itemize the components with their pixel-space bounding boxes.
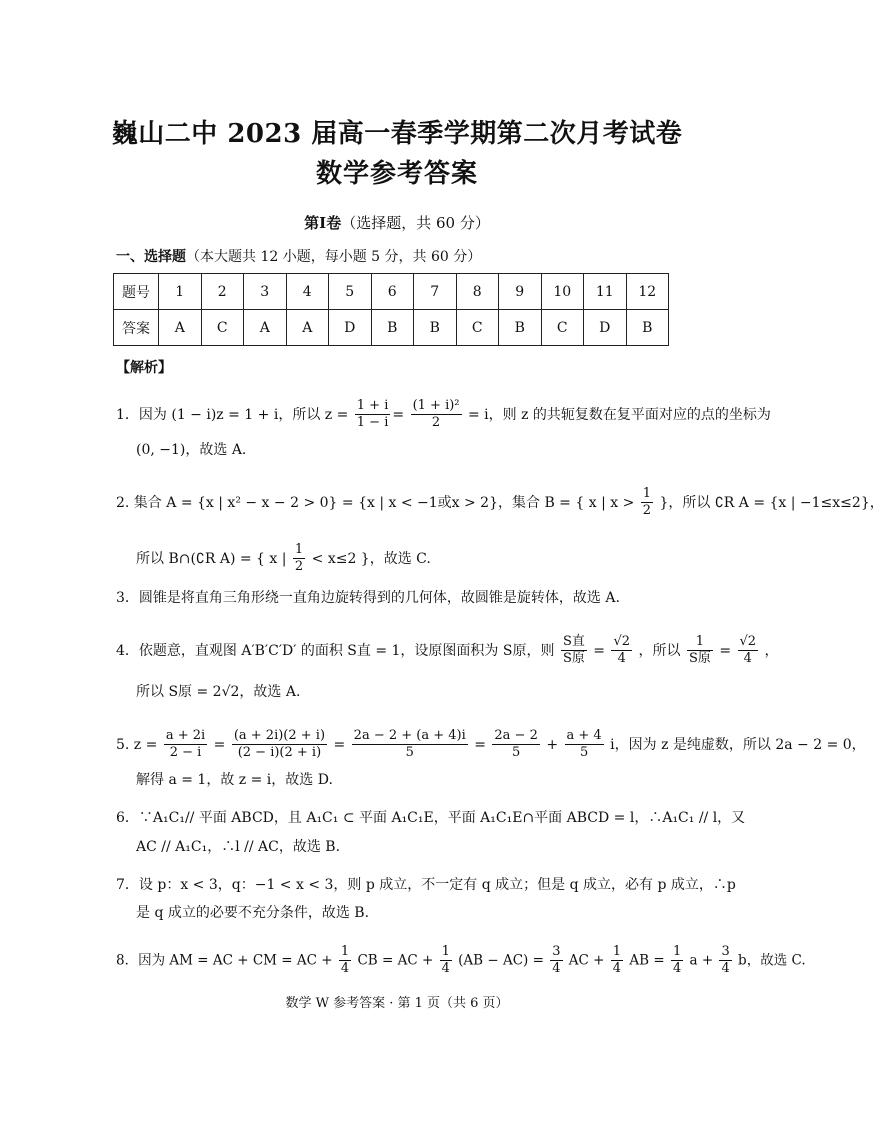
question-number-cell: 9 <box>499 274 542 310</box>
solution-1-line-2: (0, −1)，故选 A. <box>136 442 247 458</box>
fraction: $\frac{1}{4}$ <box>672 944 682 977</box>
solution-2-line-1 <box>116 486 884 520</box>
fraction: $\frac{a + 4}{5}$ <box>566 728 602 761</box>
solution-text: 2. 集合 A = {x | x² − x − 2 > 0} = {x | x < −1或x > 2}，集合 B = { x | x > <box>116 494 635 511</box>
question-number-cell: 3 <box>244 274 287 310</box>
solution-3: 3．圆锥是将直角三角形绕一直角边旋转得到的几何体，故圆锥是旋转体，故选 A. <box>116 590 620 606</box>
fraction: $\frac{√2}{4}$ <box>613 634 631 667</box>
row-header-number: 题号 <box>114 274 159 310</box>
section-heading <box>0 212 794 233</box>
fraction: $\frac{\text{(1 + i)²}}{2}$ <box>412 398 460 431</box>
solution-text: ，所以 <box>638 642 681 659</box>
question-number-cell: 1 <box>159 274 202 310</box>
question-group-label: 一、选择题 <box>116 249 186 265</box>
answer-cell: C <box>201 310 244 346</box>
fraction: $\frac{√2}{4}$ <box>739 634 757 667</box>
fraction: $\frac{(a + 2i)(2 + i)}{(2 - i)(2 + i)}$ <box>233 728 326 761</box>
solution-text: 5. z = <box>116 736 158 753</box>
solution-6-line-2: AC // A₁C₁，∴l // AC，故选 B. <box>136 839 341 855</box>
answer-cell: D <box>584 310 627 346</box>
fraction: $\frac{1}{2}$ <box>642 486 652 519</box>
answer-cell: A <box>159 310 202 346</box>
solution-1-line-1: 1．因为 (1 − i)z = 1 + i，所以 z = $\frac{1 + i}{1 - i}$ = $\frac{\text{(1 + i)²}}{2}$ = i，则 z 的共轭复数在复平面对应的点的坐标为 <box>116 398 771 431</box>
solution-5-line-1: 5. z = $\frac{a + 2i}{2 - i}$ = $\frac{(a + 2i)(2 + i)}{(2 - i)(2 + i)}$ = $\frac{2a - 2 + (a + 4)i}{5}$ = $\frac{2a - 2}{5}$ + $\frac{a + 4}{5}$ i，因为 z 是纯虚数，所以 2a − 2 = 0， <box>116 728 866 761</box>
question-number-cell: 5 <box>329 274 372 310</box>
fraction: $\frac{1}{4}$ <box>340 944 350 977</box>
solution-7-line-2: 是 q 成立的必要不充分条件，故选 B. <box>136 905 370 921</box>
fraction: $\frac{2a - 2}{5}$ <box>494 728 538 761</box>
solution-text: 8．因为 AM = AC + CM = AC + <box>116 952 333 969</box>
section-label: 第Ⅰ卷 <box>304 214 342 232</box>
section-desc: （选择题，共 60 分） <box>341 214 490 232</box>
question-number-cell: 8 <box>456 274 499 310</box>
answer-cell: B <box>499 310 542 346</box>
question-number-cell: 4 <box>286 274 329 310</box>
solution-text: = i，则 z 的共轭复数在复平面对应的点的坐标为 <box>467 406 771 423</box>
answer-cell: B <box>371 310 414 346</box>
answer-cell: C <box>541 310 584 346</box>
question-number-cell: 7 <box>414 274 457 310</box>
solution-text: i，因为 z 是纯虚数，所以 2a − 2 = 0， <box>610 736 866 753</box>
question-number-cell: 2 <box>201 274 244 310</box>
answer-table-answer-row <box>114 310 669 346</box>
answer-cell: B <box>626 310 669 346</box>
fraction: $\frac{\text{S直}}{\text{S原}}$ <box>562 634 585 667</box>
solution-text: }，所以 ∁R A = {x | −1≤x≤2}， <box>659 494 884 511</box>
answer-table-number-row <box>114 274 669 310</box>
solution-text: 4．依题意，直观图 A′B′C′D′ 的面积 S直 = 1，设原图面积为 S原，则 <box>116 642 555 659</box>
fraction: $\frac{1}{\text{S原}}$ <box>688 634 711 667</box>
fraction: $\frac{3}{4}$ <box>721 944 730 977</box>
exam-title: 巍山二中 2023 届高一春季学期第二次月考试卷 <box>111 119 683 149</box>
solution-2-line-2 <box>136 542 431 576</box>
fraction: $\frac{1}{4}$ <box>441 944 450 977</box>
solution-6-line-1: 6．∵A₁C₁// 平面 ABCD，且 A₁C₁ ⊂ 平面 A₁C₁E，平面 A₁C₁E∩平面 ABCD = l，∴A₁C₁ // l，又 <box>116 810 746 826</box>
analysis-label: 【解析】 <box>116 360 172 376</box>
answer-table <box>113 273 669 346</box>
page-footer: 数学 W 参考答案 · 第 1 页（共 6 页） <box>285 996 509 1011</box>
fraction: $\frac{a + 2i}{2 - i}$ <box>165 728 206 761</box>
solution-5-line-2: 解得 a = 1，故 z = i，故选 D. <box>136 772 333 788</box>
exam-subtitle: 数学参考答案 <box>315 159 478 189</box>
solution-text: 所以 B∩(∁R A) = { x | <box>136 550 287 567</box>
fraction: $\frac{1}{4}$ <box>612 944 622 977</box>
answer-cell: A <box>244 310 287 346</box>
fraction: $\frac{3}{4}$ <box>552 944 561 977</box>
answer-cell: D <box>329 310 372 346</box>
fraction: $\frac{2a - 2 + (a + 4)i}{5}$ <box>353 728 466 761</box>
question-number-cell: 10 <box>541 274 584 310</box>
solution-7-line-1: 7．设 p：x < 3，q：−1 < x < 3，则 p 成立，不一定有 q 成立；但是 q 成立，必有 p 成立，∴p <box>116 877 736 893</box>
question-number-cell: 6 <box>371 274 414 310</box>
question-number-cell: 12 <box>626 274 669 310</box>
question-group-heading <box>116 246 481 266</box>
answer-cell: B <box>414 310 457 346</box>
solution-text: 1．因为 (1 − i)z = 1 + i，所以 z = <box>116 406 349 423</box>
solution-4-line-1: 4．依题意，直观图 A′B′C′D′ 的面积 S直 = 1，设原图面积为 S原，则 $\frac{\text{S直}}{\text{S原}}$ = $\frac{√2}{4}$ ，所以 $\frac{1}{\text{S原}}$ = $\frac{√2}{4}$ ， <box>116 634 779 667</box>
answer-cell: A <box>286 310 329 346</box>
solution-4-line-2: 所以 S原 = 2√2，故选 A. <box>136 684 301 700</box>
row-header-answer: 答案 <box>114 310 159 346</box>
fraction: $\frac{1 + i}{1 - i}$ <box>356 398 389 431</box>
answer-cell: C <box>456 310 499 346</box>
solution-8: 8．因为 AM = AC + CM = AC + $\frac{1}{4}$ CB = AC + $\frac{1}{4}$ (AB − AC) = $\frac{3}{4}$ AC + $\frac{1}{4}$ AB = $\frac{1}{4}$ a + $\frac{3}{4}$ b，故选 C. <box>116 944 806 977</box>
question-group-desc: （本大题共 12 小题，每小题 5 分，共 60 分） <box>186 249 482 265</box>
fraction: $\frac{1}{2}$ <box>294 542 304 575</box>
solution-text: < x≤2 }，故选 C. <box>311 550 431 567</box>
question-number-cell: 11 <box>584 274 627 310</box>
